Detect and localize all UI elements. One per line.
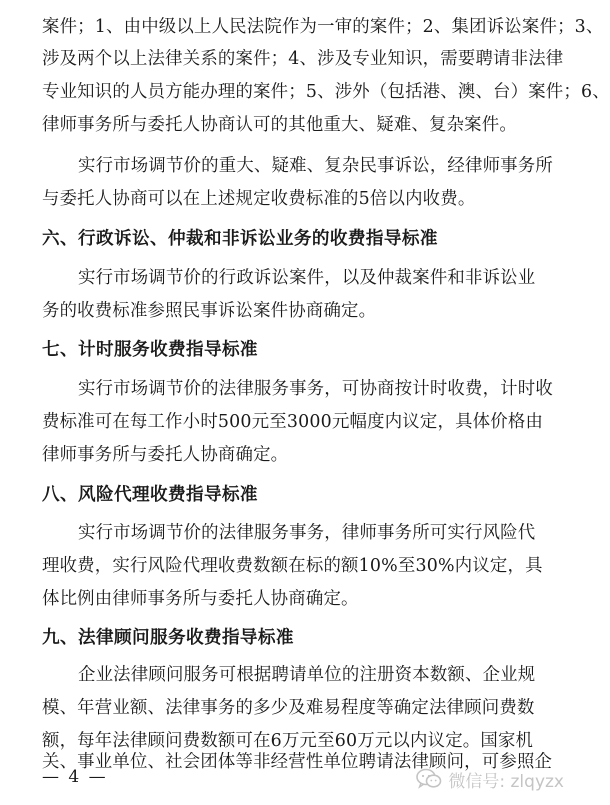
paragraph-line-13: 额，每年法律顾问费数额可在6万元至60万元以内议定。国家机: [42, 731, 534, 751]
paragraph-line-4: 务的收费标准参照民事诉讼案件协商确定。: [42, 301, 377, 321]
text-line-1: 案件；1、由中级以上人民法院作为一审的案件；2、集团诉讼案件；3、: [42, 17, 604, 37]
paragraph-line-10: 体比例由律师事务所与委托人协商确定。: [42, 589, 359, 609]
paragraph-line-8: 实行市场调节价的法律服务事务，律师事务所可实行风险代: [78, 523, 536, 543]
paragraph-line-7: 律师事务所与委托人协商确定。: [42, 445, 289, 465]
page-number: — 4 —: [42, 767, 108, 787]
paragraph-line-11: 企业法律顾问服务可根据聘请单位的注册资本数额、企业规: [78, 665, 536, 685]
paragraph-line-12: 模、年营业额、法律事务的多少及难易程度等确定法律顾问费数: [42, 698, 535, 718]
watermark-text: 微信号: zlqyzx: [448, 771, 564, 792]
section-heading-8: 八、风险代理收费指导标准: [42, 485, 258, 505]
section-heading-7: 七、计时服务收费指导标准: [42, 340, 258, 360]
text-line-4: 律师事务所与委托人协商认可的其他重大、疑难、复杂案件。: [42, 115, 517, 135]
paragraph-line-6: 费标准可在每工作小时500元至3000元幅度内议定，具体价格由: [42, 412, 544, 432]
text-line-2: 涉及两个以上法律关系的案件；4、涉及专业知识，需要聘请非法律: [42, 49, 564, 69]
paragraph-line-5: 实行市场调节价的法律服务事务，可协商按计时收费，计时收: [78, 379, 553, 399]
paragraph-line-2: 与委托人协商可以在上述规定收费标准的5倍以内收费。: [42, 189, 476, 209]
section-heading-6: 六、行政诉讼、仲裁和非诉讼业务的收费指导标准: [42, 229, 438, 249]
text-line-3: 专业知识的人员方能办理的案件；5、涉外（包括港、澳、台）案件；6、: [42, 82, 610, 102]
paragraph-line-9: 理收费，实行风险代理收费数额在标的额10%至30%内议定，具: [42, 556, 543, 576]
paragraph-line-14: 关、事业单位、社会团体等非经营性单位聘请法律顾问，可参照企: [42, 752, 553, 772]
paragraph-line-3: 实行市场调节价的行政诉讼案件，以及仲裁案件和非诉讼业: [78, 268, 536, 288]
section-heading-9: 九、法律顾问服务收费指导标准: [42, 628, 294, 648]
paragraph-line-1: 实行市场调节价的重大、疑难、复杂民事诉讼，经律师事务所: [78, 156, 553, 176]
